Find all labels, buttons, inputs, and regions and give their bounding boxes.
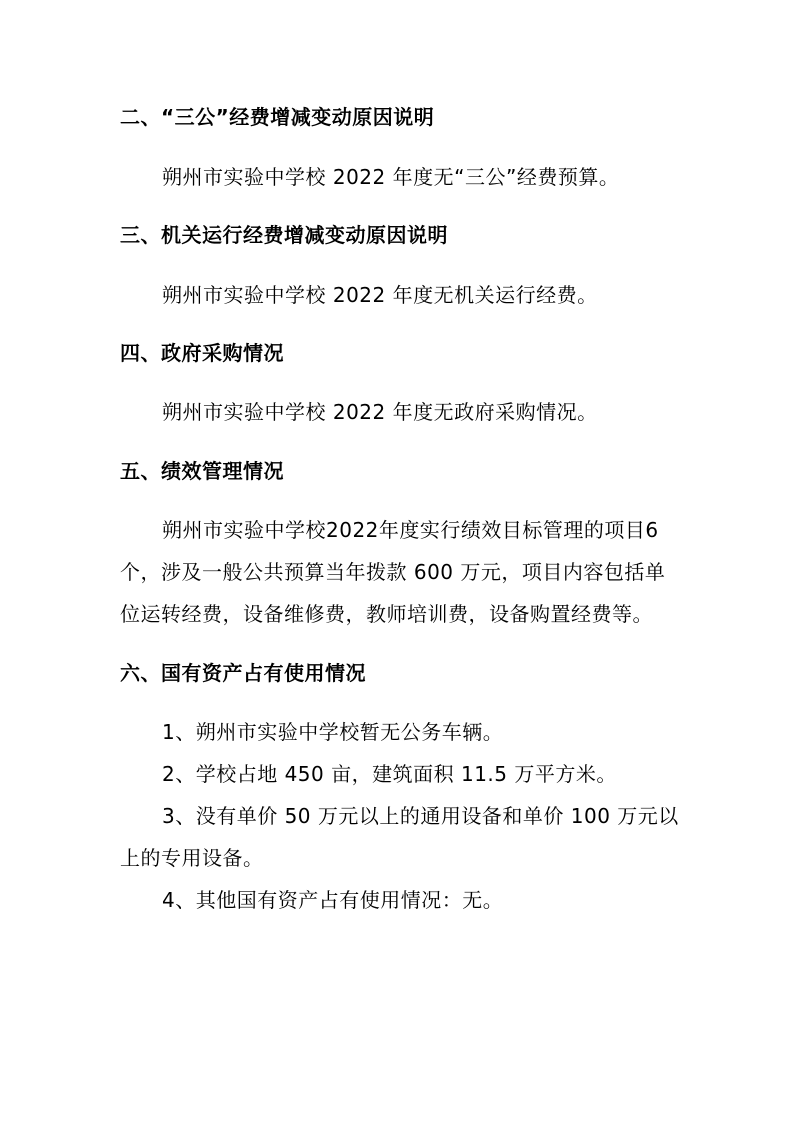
section-body-s5-line2: 个，涉及一般公共预算当年拨款 600 万元，项目内容包括单 bbox=[120, 560, 666, 584]
section-heading-s4: 四、政府采购情况 bbox=[120, 341, 284, 365]
list-item-asset-4: 4、其他国有资产占有使用情况：无。 bbox=[162, 888, 504, 912]
section-heading-s2: 二、“三公”经费增减变动原因说明 bbox=[120, 105, 435, 129]
section-body-s3: 朔州市实验中学校 2022 年度无机关运行经费。 bbox=[162, 283, 598, 307]
list-item-asset-2: 2、学校占地 450 亩，建筑面积 11.5 万平方米。 bbox=[162, 762, 617, 786]
section-heading-s3: 三、机关运行经费增减变动原因说明 bbox=[120, 223, 448, 247]
section-body-s4: 朔州市实验中学校 2022 年度无政府采购情况。 bbox=[162, 400, 598, 424]
section-heading-s5: 五、绩效管理情况 bbox=[120, 459, 284, 483]
list-item-asset-3-line2: 上的专用设备。 bbox=[120, 846, 264, 870]
section-body-s5-line1: 朔州市实验中学校2022年度实行绩效目标管理的项目6 bbox=[162, 518, 659, 542]
list-item-asset-1: 1、朔州市实验中学校暂无公务车辆。 bbox=[162, 720, 504, 744]
section-heading-s6: 六、国有资产占有使用情况 bbox=[120, 661, 366, 685]
section-body-s5-line3: 位运转经费，设备维修费，教师培训费，设备购置经费等。 bbox=[120, 602, 653, 626]
section-body-s2: 朔州市实验中学校 2022 年度无“三公”经费预算。 bbox=[162, 165, 620, 189]
list-item-asset-3-line1: 3、没有单价 50 万元以上的通用设备和单价 100 万元以 bbox=[162, 804, 679, 828]
